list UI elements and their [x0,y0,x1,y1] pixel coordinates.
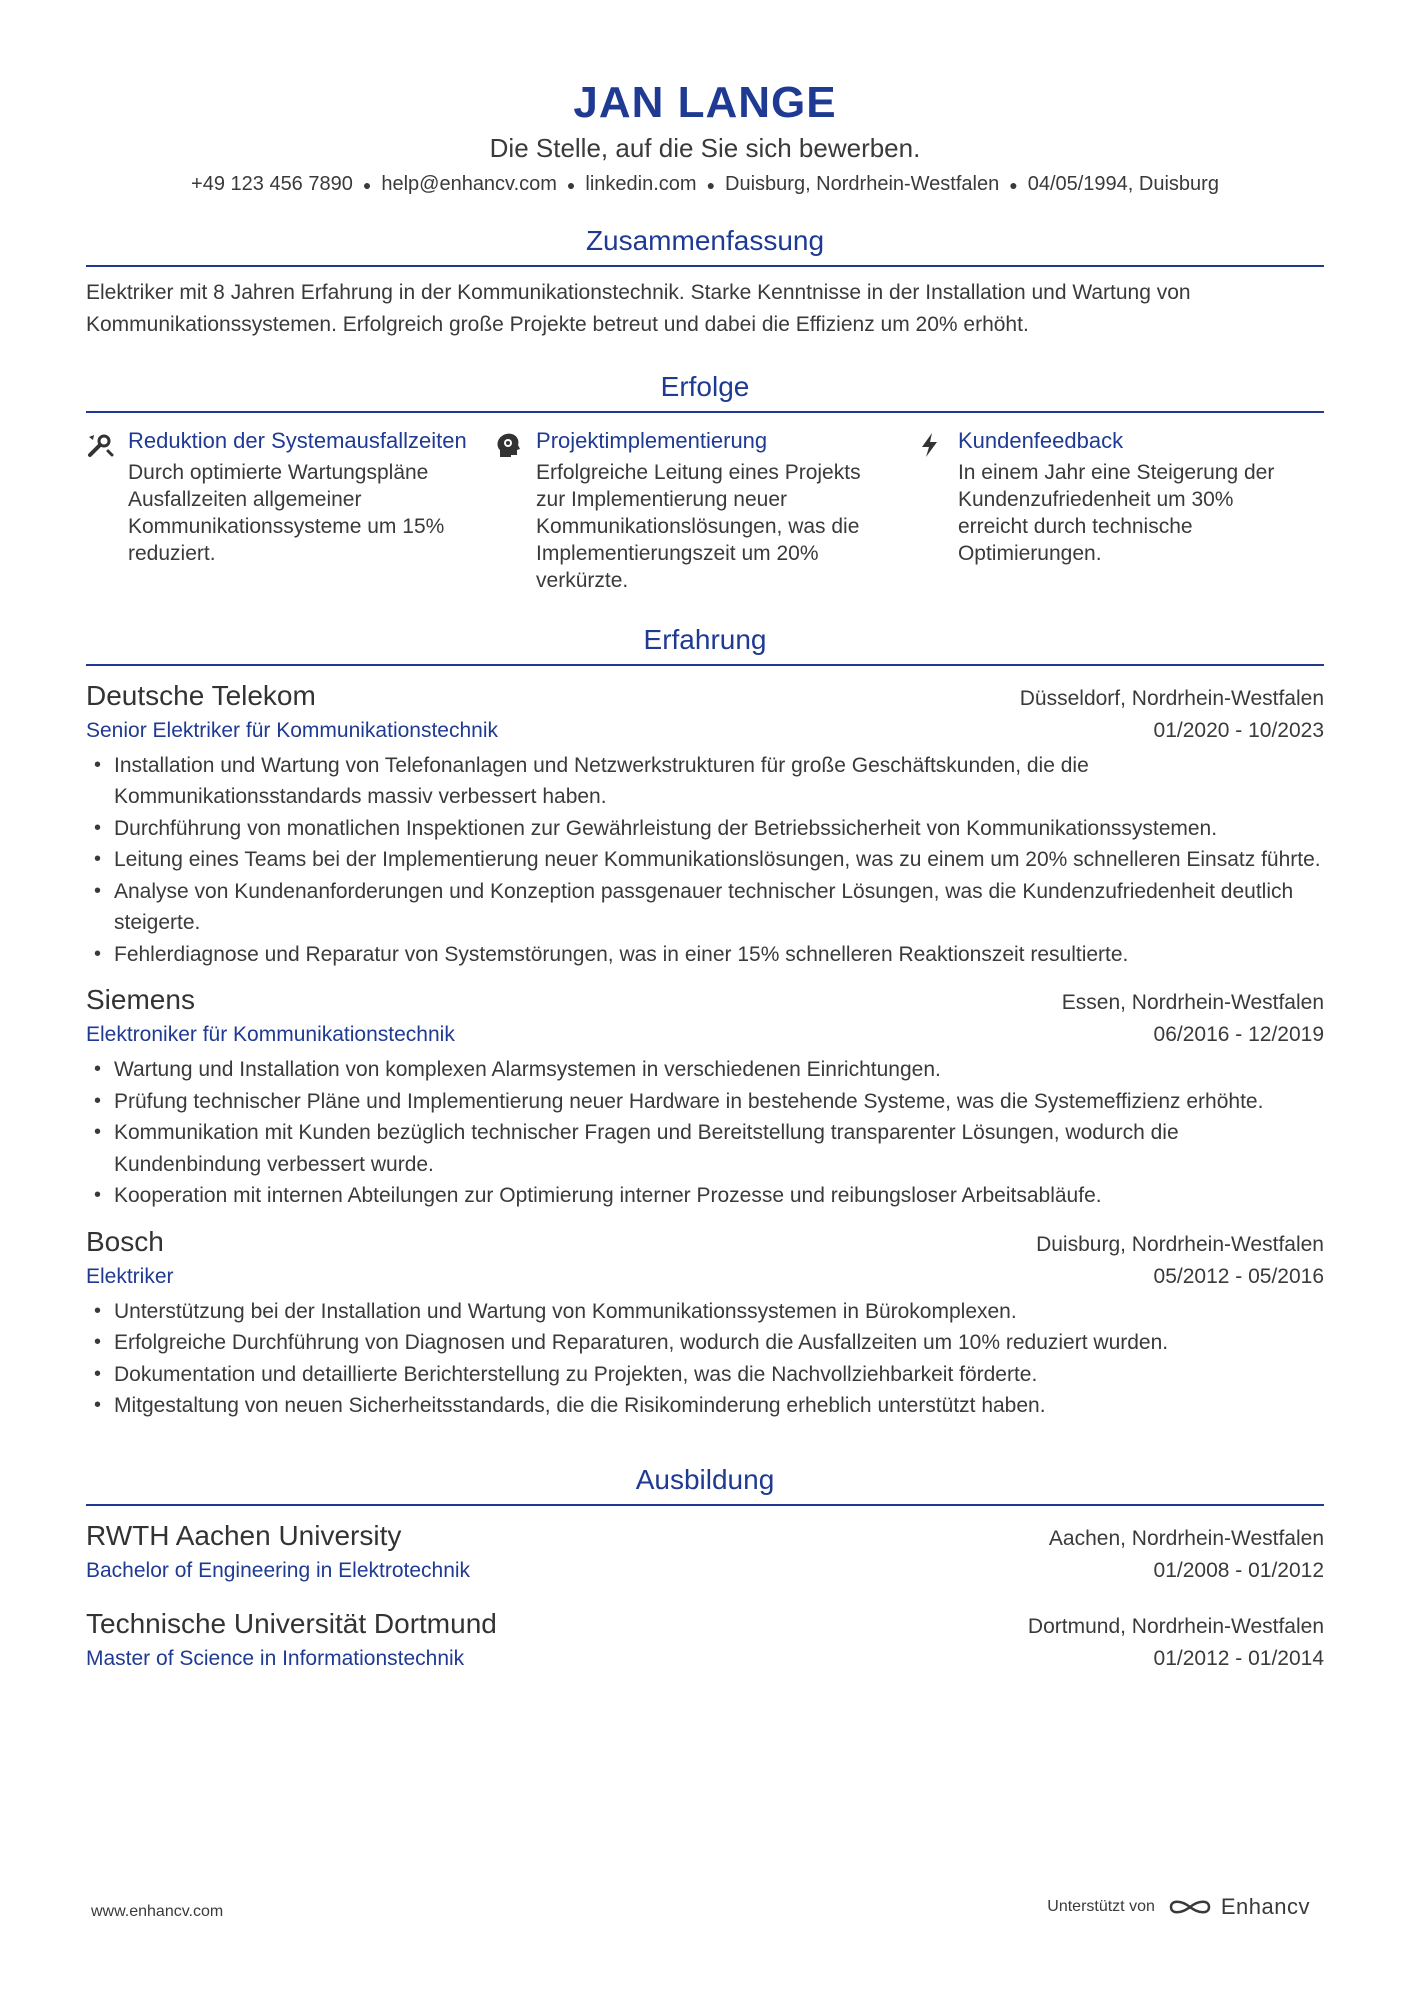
education-entry [86,1606,1324,1676]
job-bullet: • Kooperation mit internen Abteilungen zur Optimierung interner Prozesse und reibungsloser Arbeitsabläufe. [86,1180,1324,1212]
wrench-icon [86,427,128,594]
email[interactable]: help@enhancv.com [381,173,557,195]
phone: +49 123 456 7890 [191,173,353,195]
candidate-headline: Die Stelle, auf die Sie sich bewerben. [489,133,921,163]
achievement-title: Kundenfeedback [957,427,1124,453]
job-bullet: • Kommunikation mit Kunden bezüglich technischer Fragen und Bereitstellung transparenter Lösungen, wodurch die Kundenbindung verbessert wurde. [86,1117,1324,1180]
summary-section [86,223,1324,341]
location: Duisburg, Nordrhein-Westfalen [725,173,1000,195]
company-name: Bosch [86,1225,164,1257]
section-title-summary: Zusammenfassung [585,224,825,256]
job-bullet: • Unterstützung bei der Installation und Wartung von Kommunikationssystemen in Bürokomplexen. [86,1296,1324,1328]
birth-info: 04/05/1994, Duisburg [1027,173,1219,195]
achievement-desc: Durch optimierte Wartungspläne Ausfallzeiten allgemeiner Kommunikationssysteme um 15% reduziert. [128,460,445,565]
job-entry [86,1224,1324,1422]
job-dates: 01/2020 - 10/2023 [1153,718,1324,742]
school-name: RWTH Aachen University [86,1519,402,1551]
job-location: Düsseldorf, Nordrhein-Westfalen [1019,686,1324,710]
contact-line: +49 123 456 7890 ● help@enhancv.com ● linkedin.com ● Duisburg, Nordrhein-Westfalen ● 04/05/1994, Duisburg [191,173,1219,195]
summary-text: Elektriker mit 8 Jahren Erfahrung in der Kommunikationstechnik. Starke Kenntnisse in der Installation und Wartung von Kommunikationssystemen. Erfolgreich große Projekte betreut und dabei die Effizienz um 20% erhöht. [86,280,1191,336]
education-dates: 01/2012 - 01/2014 [1153,1646,1324,1670]
enhancv-logo-icon [1167,1896,1213,1918]
achievement-desc: In einem Jahr eine Steigerung der Kundenzufriedenheit um 30% erreicht durch technische Optimierungen. [957,460,1275,565]
achievement-item [86,427,494,594]
job-bullet: • Mitgestaltung von neuen Sicherheitsstandards, die die Risikominderung erheblich unterstützt haben. [86,1390,1324,1422]
school-location: Aachen, Nordrhein-Westfalen [1048,1526,1324,1550]
job-bullet: • Analyse von Kundenanforderungen und Konzeption passgenauer technischer Lösungen, was die Kundenzufriedenheit deutlich steigerte. [86,876,1324,939]
footer-branding [1047,1894,1310,1920]
job-bullet: • Dokumentation und detaillierte Berichterstellung zu Projekten, was die Nachvollziehbarkeit förderte. [86,1359,1324,1391]
achievement-item [916,427,1324,594]
degree: Master of Science in Informationstechnik [86,1646,465,1670]
brand-name: Enhancv [1220,1894,1310,1919]
head-gear-icon [494,427,536,594]
job-bullet: • Prüfung technischer Pläne und Implementierung neuer Hardware in bestehende Systeme, was die Systemeffizienz erhöhte. [86,1086,1324,1118]
school-location: Dortmund, Nordrhein-Westfalen [1027,1614,1324,1638]
achievement-title: Reduktion der Systemausfallzeiten [128,427,467,453]
resume-page [86,0,1324,1676]
job-dates: 05/2012 - 05/2016 [1153,1264,1324,1288]
education-entry [86,1518,1324,1588]
education-dates: 01/2008 - 01/2012 [1153,1558,1324,1582]
job-bullet: • Fehlerdiagnose und Reparatur von Systemstörungen, was in einer 15% schnelleren Reaktionszeit resultierte. [86,939,1324,971]
section-divider [86,411,1324,413]
section-divider [86,1504,1324,1506]
job-location: Essen, Nordrhein-Westfalen [1061,991,1324,1015]
footer-website[interactable]: www.enhancv.com [91,1903,224,1920]
achievements-section [86,369,1324,594]
section-divider [86,265,1324,267]
education-section [86,1462,1324,1676]
job-role: Senior Elektriker für Kommunikationstechnik [86,718,499,742]
job-bullet: • Erfolgreiche Durchführung von Diagnosen und Reparaturen, wodurch die Ausfallzeiten um 10% reduziert wurden. [86,1327,1324,1359]
experience-section [86,622,1324,1422]
section-title-experience: Erfahrung [643,623,767,655]
achievement-title: Projektimplementierung [536,427,768,453]
job-entry [86,982,1324,1212]
job-role: Elektroniker für Kommunikationstechnik [86,1023,455,1047]
section-divider [86,664,1324,666]
candidate-name: JAN LANGE [573,78,837,127]
school-name: Technische Universität Dortmund [86,1607,497,1639]
section-title-education: Ausbildung [635,1463,775,1495]
job-bullet: • Installation und Wartung von Telefonanlagen und Netzwerkstrukturen für große Geschäftskunden, die die Kommunikationsstandards massiv verbessert haben. [86,750,1324,813]
degree: Bachelor of Engineering in Elektrotechnik [86,1558,471,1582]
achievement-desc: Erfolgreiche Leitung eines Projekts zur Implementierung neuer Kommunikationslösungen, was die Implementierungszeit um 20% verkürzte. [536,460,861,592]
job-bullet: • Wartung und Installation von komplexen Alarmsystemen in verschiedenen Einrichtungen. [86,1054,1324,1086]
job-location: Duisburg, Nordrhein-Westfalen [1036,1232,1324,1256]
company-name: Deutsche Telekom [86,679,316,711]
company-name: Siemens [86,984,195,1016]
job-bullet: • Durchführung von monatlichen Inspektionen zur Gewährleistung der Betriebssicherheit von Kommunikationssystemen. [86,813,1324,845]
lightning-icon [916,427,958,594]
linkedin[interactable]: linkedin.com [585,173,697,195]
job-role: Elektriker [86,1264,174,1288]
powered-by-label: Unterstützt von [1047,1898,1155,1915]
job-entry [86,678,1324,971]
job-dates: 06/2016 - 12/2019 [1153,1023,1324,1047]
achievement-item [494,427,916,594]
section-title-achievements: Erfolge [660,370,750,402]
job-bullet: • Leitung eines Teams bei der Implementierung neuer Kommunikationslösungen, was zu einem um 20% schnelleren Einsatz führte. [86,844,1324,876]
